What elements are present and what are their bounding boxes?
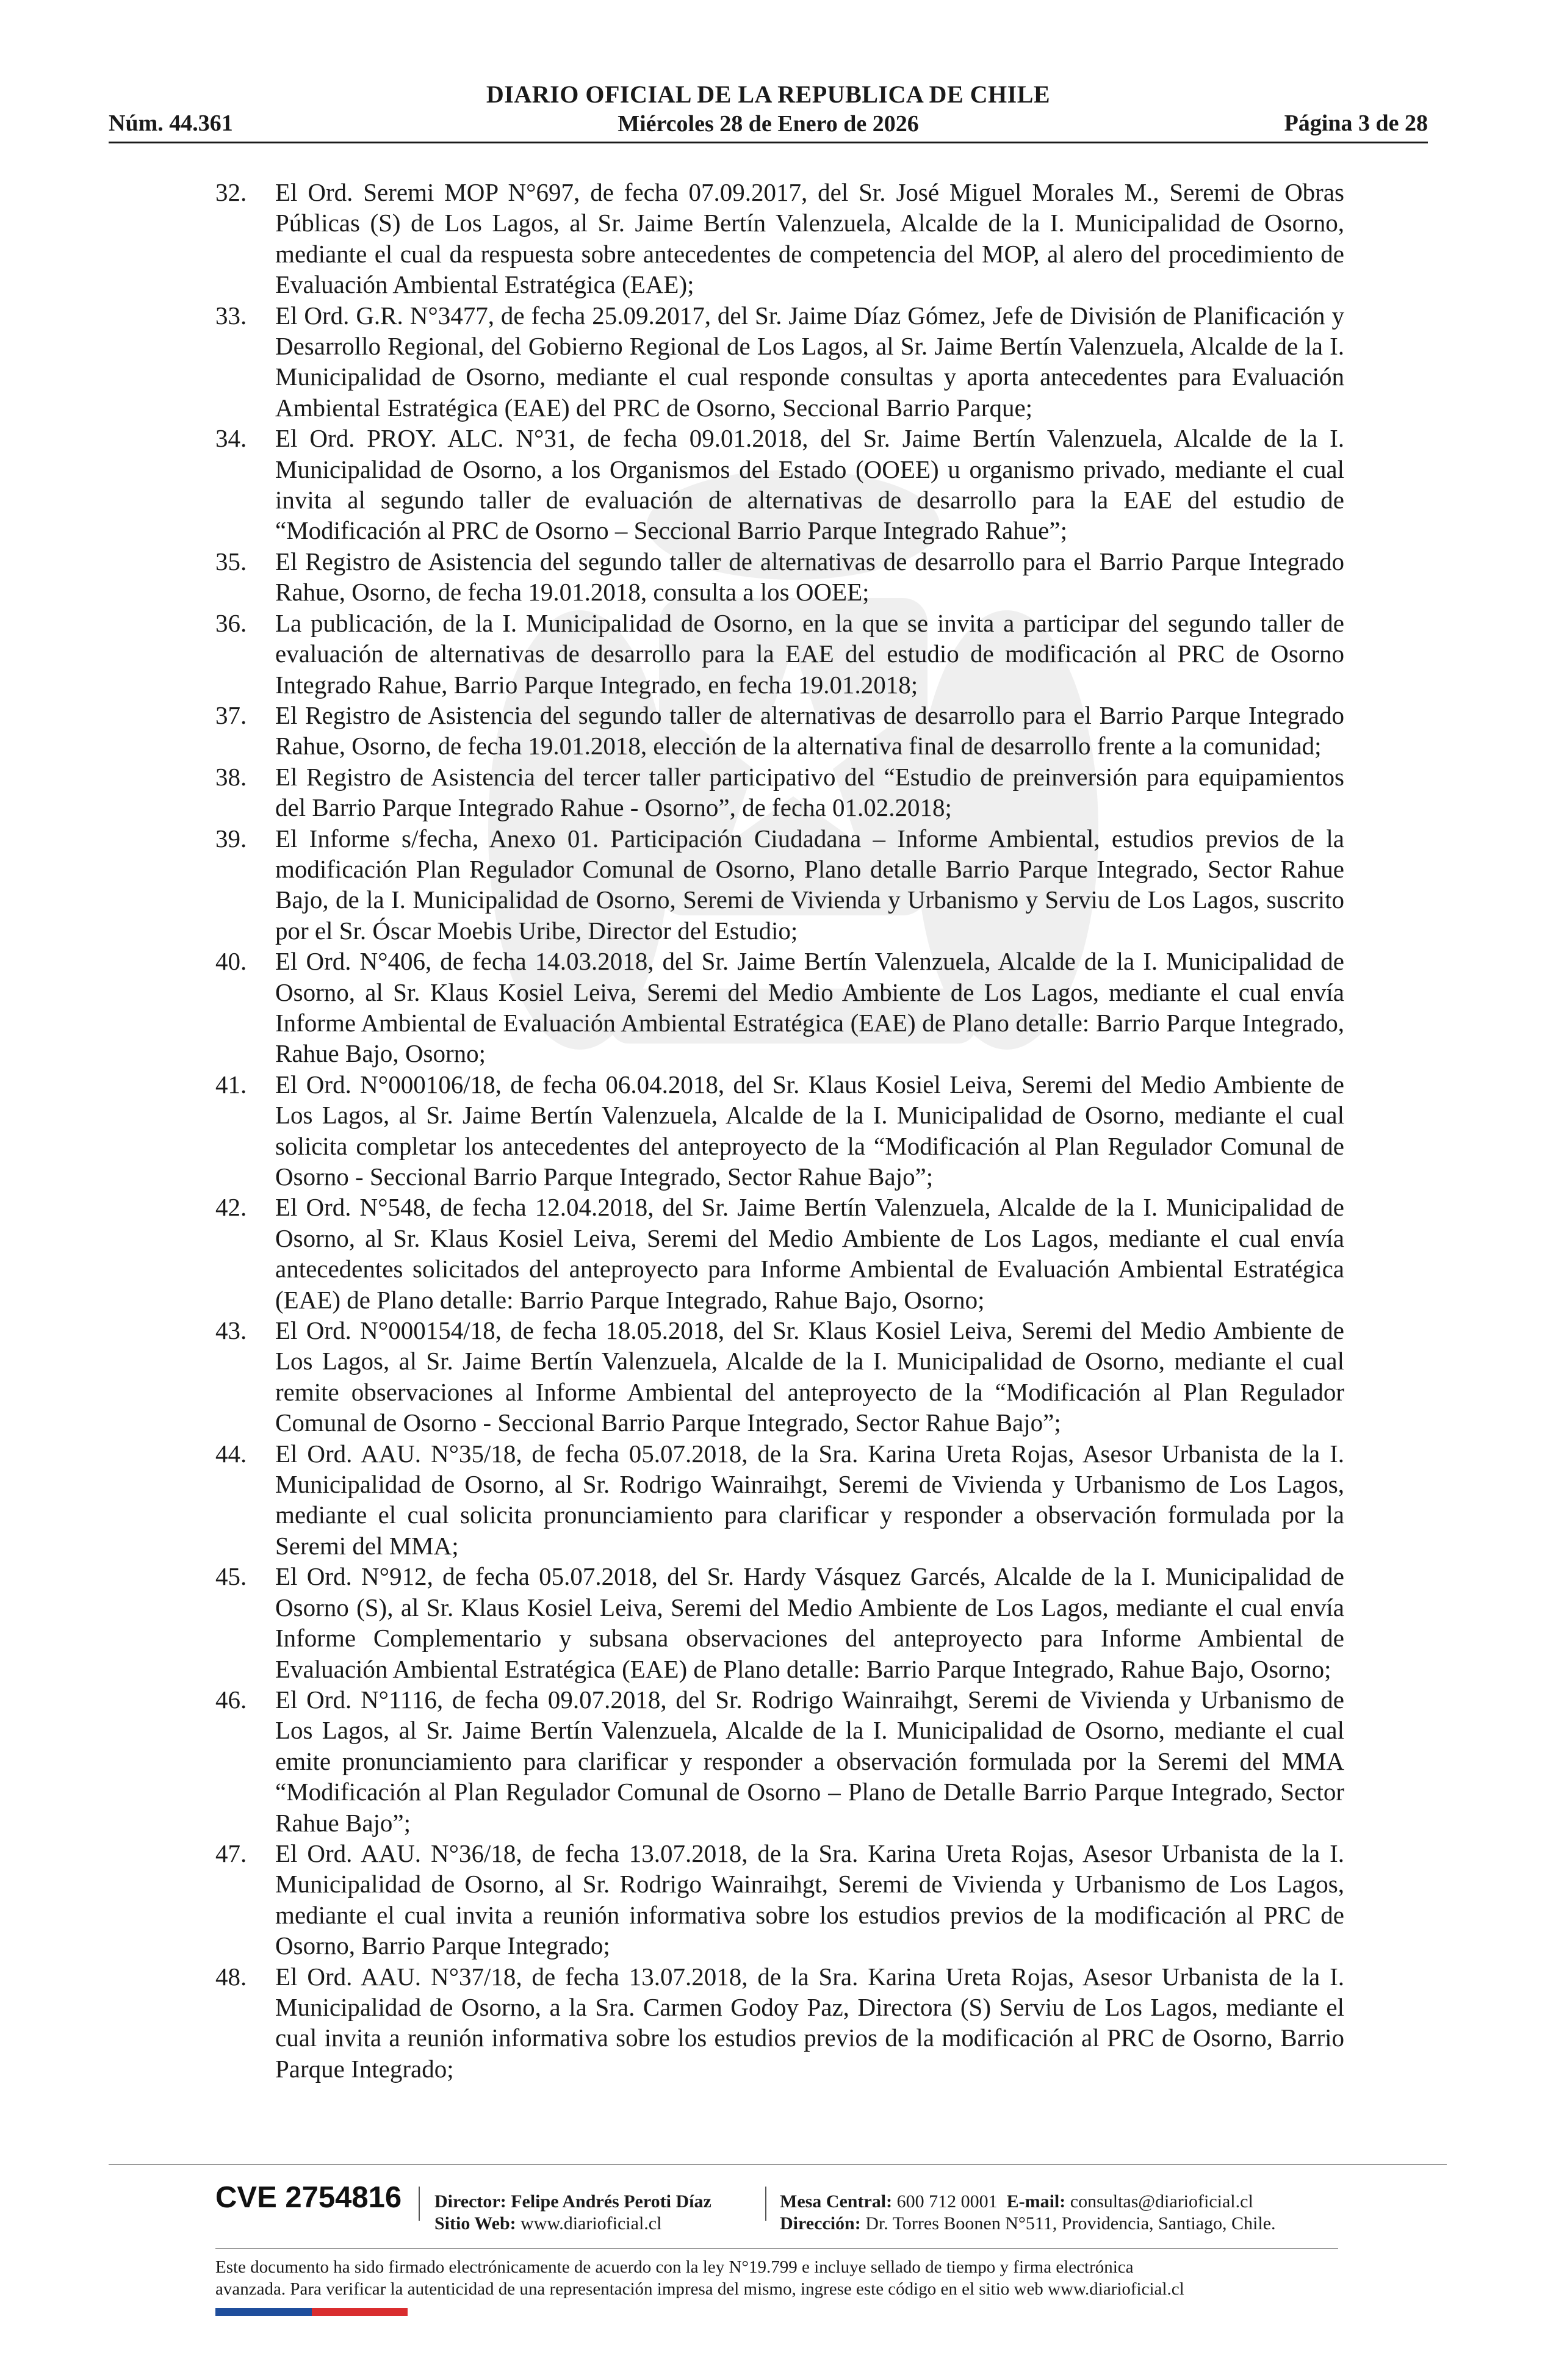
address-value: Dr. Torres Boonen N°511, Providencia, Santiago, Chile. [865, 2213, 1276, 2234]
item-number: 39. [215, 824, 247, 853]
masthead [109, 79, 1428, 138]
item-text: El Ord. N°548, de fecha 12.04.2018, del Sr. Jaime Bertín Valenzuela, Alcalde de la I. Municipalidad de Osorno, al Sr. Klaus Kosiel Leiva, Seremi del Medio Ambiente de Los Lagos, mediante el cual envía antecedentes solicitados del anteproyecto para Informe Ambiental de Evaluación Ambiental Estratégica (EAE) de Plano detalle: Barrio Parque Integrado, Rahue Bajo, Osorno; [275, 1193, 1344, 1314]
item-text: El Ord. Seremi MOP N°697, de fecha 07.09.2017, del Sr. José Miguel Morales M., Seremi de Obras Públicas (S) de Los Lagos, al Sr. Jaime Bertín Valenzuela, Alcalde de la I. Municipalidad de Osorno, mediante el cual da respuesta sobre antecedentes de competencia del MOP, al alero del procedimiento de Evaluación Ambiental Estratégica (EAE); [275, 178, 1344, 299]
footer-divider-secondary [215, 2248, 1338, 2249]
list-item [215, 1069, 1344, 1192]
issue-number: Núm. 44.361 [109, 110, 233, 136]
legal-notice-line: avanzada. Para verificar la autenticidad de una representación impresa del mismo, ingrese este código en el sitio web www.diarioficial.cl [215, 2279, 1184, 2299]
list-item [215, 1961, 1344, 2085]
list-item [215, 946, 1344, 1069]
address-label: Dirección: [780, 2213, 861, 2234]
list-item [215, 1438, 1344, 1562]
item-number: 45. [215, 1562, 247, 1591]
list-item [215, 177, 1344, 300]
item-number: 38. [215, 762, 247, 791]
item-text: El Registro de Asistencia del segundo taller de alternativas de desarrollo para el Barrio Parque Integrado Rahue, Osorno, de fecha 19.01.2018, elección de la alternativa final de desarrollo frente a la comunidad; [275, 701, 1344, 760]
list-item [215, 1684, 1344, 1838]
list-item [215, 762, 1344, 823]
list-item [215, 1315, 1344, 1438]
list-item [215, 608, 1344, 700]
website-link[interactable]: www.diarioficial.cl [520, 2213, 662, 2234]
item-number: 41. [215, 1070, 247, 1098]
list-item [215, 423, 1344, 546]
footer-separator [765, 2187, 766, 2221]
legal-notice [215, 2256, 1375, 2300]
item-number: 34. [215, 424, 247, 453]
email-label: E-mail: [1006, 2191, 1066, 2212]
flag-bar-red [312, 2308, 408, 2316]
item-text: El Ord. AAU. N°35/18, de fecha 05.07.2018, de la Sra. Karina Ureta Rojas, Asesor Urbanista de la I. Municipalidad de Osorno, al Sr. Rodrigo Wainraihgt, Seremi de Vivienda y Urbanismo de Los Lagos, mediante el cual solicita pronunciamiento para clarificar y responder a observación formulada por la Seremi del MMA; [275, 1439, 1344, 1560]
page-number: Página 3 de 28 [1284, 110, 1428, 136]
list-item [215, 700, 1344, 762]
list-item [215, 1838, 1344, 1961]
item-text: El Ord. G.R. N°3477, de fecha 25.09.2017, del Sr. Jaime Díaz Gómez, Jefe de División de Planificación y Desarrollo Regional, del Gobierno Regional de Los Lagos, al Sr. Jaime Bertín Valenzuela, Alcalde de la I. Municipalidad de Osorno, mediante el cual responde consultas y aporta antecedentes para Evaluación Ambiental Estratégica (EAE) del PRC de Osorno, Seccional Barrio Parque; [275, 301, 1344, 422]
website-label: Sitio Web: [434, 2213, 516, 2234]
item-text: El Ord. AAU. N°37/18, de fecha 13.07.2018, de la Sra. Karina Ureta Rojas, Asesor Urbanista de la I. Municipalidad de Osorno, a la Sra. Carmen Godoy Paz, Directora (S) Serviu de Los Lagos, mediante el cual invita a reunión informativa sobre los estudios previos de la modificación al PRC de Osorno, Barrio Parque Integrado; [275, 1962, 1344, 2083]
cve-code: CVE 2754816 [215, 2181, 402, 2214]
item-text: El Ord. N°000106/18, de fecha 06.04.2018, del Sr. Klaus Kosiel Leiva, Seremi del Medio Ambiente de Los Lagos, al Sr. Jaime Bertín Valenzuela, Alcalde de la I. Municipalidad de Osorno, mediante el cual solicita completar los antecedentes del anteproyecto de la “Modificación al Plan Regulador Comunal de Osorno - Seccional Barrio Parque Integrado, Sector Rahue Bajo”; [275, 1070, 1344, 1191]
footer-director-block [434, 2191, 711, 2235]
item-number: 37. [215, 701, 247, 729]
director-label: Director: [434, 2191, 506, 2212]
item-text: El Registro de Asistencia del segundo taller de alternativas de desarrollo para el Barrio Parque Integrado Rahue, Osorno, de fecha 19.01.2018, consulta a los OOEE; [275, 547, 1344, 607]
document-body [215, 177, 1344, 2084]
flag-bar-blue [215, 2308, 312, 2316]
item-number: 43. [215, 1316, 247, 1345]
item-number: 36. [215, 608, 247, 637]
item-number: 46. [215, 1685, 247, 1714]
item-number: 32. [215, 178, 247, 206]
item-number: 44. [215, 1439, 247, 1468]
item-text: El Informe s/fecha, Anexo 01. Participación Ciudadana – Informe Ambiental, estudios previos de la modificación Plan Regulador Comunal de Osorno, Plano detalle Barrio Parque Integrado, Sector Rahue Bajo, de la I. Municipalidad de Osorno, Seremi de Vivienda y Urbanismo y Serviu de Los Lagos, suscrito por el Sr. Óscar Moebis Uribe, Director del Estudio; [275, 824, 1344, 945]
phone-label: Mesa Central: [780, 2191, 893, 2212]
phone-value: 600 712 0001 [896, 2191, 998, 2212]
list-item [215, 823, 1344, 947]
item-text: El Ord. PROY. ALC. N°31, de fecha 09.01.2018, del Sr. Jaime Bertín Valenzuela, Alcalde de la I. Municipalidad de Osorno, a los Organismos del Estado (OOEE) u organismo privado, mediante el cual invita al segundo taller de evaluación de alternativas de desarrollo para la EAE del estudio de “Modificación al PRC de Osorno – Seccional Barrio Parque Integrado Rahue”; [275, 424, 1344, 545]
footer-divider [109, 2164, 1447, 2165]
footer-separator [419, 2187, 420, 2221]
item-number: 40. [215, 947, 247, 976]
publication-date: Miércoles 28 de Enero de 2026 [618, 111, 919, 137]
item-number: 48. [215, 1962, 247, 1991]
legal-notice-line: Este documento ha sido firmado electrónicamente de acuerdo con la ley N°19.799 e incluye sellado de tiempo y firma electrónica [215, 2257, 1134, 2277]
page-header [109, 74, 1428, 142]
item-text: El Ord. N°406, de fecha 14.03.2018, del Sr. Jaime Bertín Valenzuela, Alcalde de la I. Municipalidad de Osorno, al Sr. Klaus Kosiel Leiva, Seremi del Medio Ambiente de Los Lagos, mediante el cual envía Informe Ambiental de Evaluación Ambiental Estratégica (EAE) de Plano detalle: Barrio Parque Integrado, Rahue Bajo, Osorno; [275, 947, 1344, 1068]
director-name: Felipe Andrés Peroti Díaz [511, 2191, 711, 2212]
list-item [215, 546, 1344, 608]
publication-title: DIARIO OFICIAL DE LA REPUBLICA DE CHILE [486, 81, 1051, 108]
list-item [215, 1561, 1344, 1684]
list-item [215, 1192, 1344, 1315]
item-number: 35. [215, 547, 247, 575]
item-text: El Ord. N°912, de fecha 05.07.2018, del Sr. Hardy Vásquez Garcés, Alcalde de la I. Municipalidad de Osorno (S), al Sr. Klaus Kosiel Leiva, Seremi del Medio Ambiente de Los Lagos, mediante el cual envía Informe Complementario y subsana observaciones del anteproyecto para Informe Ambiental de Evaluación Ambiental Estratégica (EAE) de Plano detalle: Barrio Parque Integrado, Rahue Bajo, Osorno; [275, 1562, 1344, 1683]
item-text: El Ord. AAU. N°36/18, de fecha 13.07.2018, de la Sra. Karina Ureta Rojas, Asesor Urbanista de la I. Municipalidad de Osorno, al Sr. Rodrigo Wainraihgt, Seremi de Vivienda y Urbanismo de Los Lagos, mediante el cual invita a reunión informativa sobre los estudios previos de la modificación al PRC de Osorno, Barrio Parque Integrado; [275, 1839, 1344, 1960]
item-text: La publicación, de la I. Municipalidad de Osorno, en la que se invita a participar del segundo taller de evaluación de alternativas de desarrollo para la EAE del estudio de modificación al PRC de Osorno Integrado Rahue, Barrio Parque Integrado, en fecha 19.01.2018; [275, 608, 1344, 699]
list-item [215, 300, 1344, 424]
header-divider [109, 142, 1428, 143]
item-text: El Registro de Asistencia del tercer taller participativo del “Estudio de preinversión para equipamientos del Barrio Parque Integrado Rahue - Osorno”, de fecha 01.02.2018; [275, 762, 1344, 822]
item-number: 47. [215, 1839, 247, 1867]
footer-contact-block [780, 2191, 1276, 2235]
item-number: 33. [215, 301, 247, 330]
item-number: 42. [215, 1193, 247, 1222]
email-link[interactable]: consultas@diarioficial.cl [1070, 2191, 1253, 2212]
item-text: El Ord. N°1116, de fecha 09.07.2018, del Sr. Rodrigo Wainraihgt, Seremi de Vivienda y Urbanismo de Los Lagos, al Sr. Jaime Bertín Valenzuela, Alcalde de la I. Municipalidad de Osorno, mediante el cual emite pronunciamiento para clarificar y responder a observación formulada por la Seremi del MMA “Modificación al Plan Regulador Comunal de Osorno – Plano de Detalle Barrio Parque Integrado, Sector Rahue Bajo”; [275, 1685, 1344, 1837]
item-text: El Ord. N°000154/18, de fecha 18.05.2018, del Sr. Klaus Kosiel Leiva, Seremi del Medio Ambiente de Los Lagos, al Sr. Jaime Bertín Valenzuela, Alcalde de la I. Municipalidad de Osorno, mediante el cual remite observaciones al Informe Ambiental del anteproyecto de la “Modificación al Plan Regulador Comunal de Osorno - Seccional Barrio Parque Integrado, Sector Rahue Bajo”; [275, 1316, 1344, 1437]
